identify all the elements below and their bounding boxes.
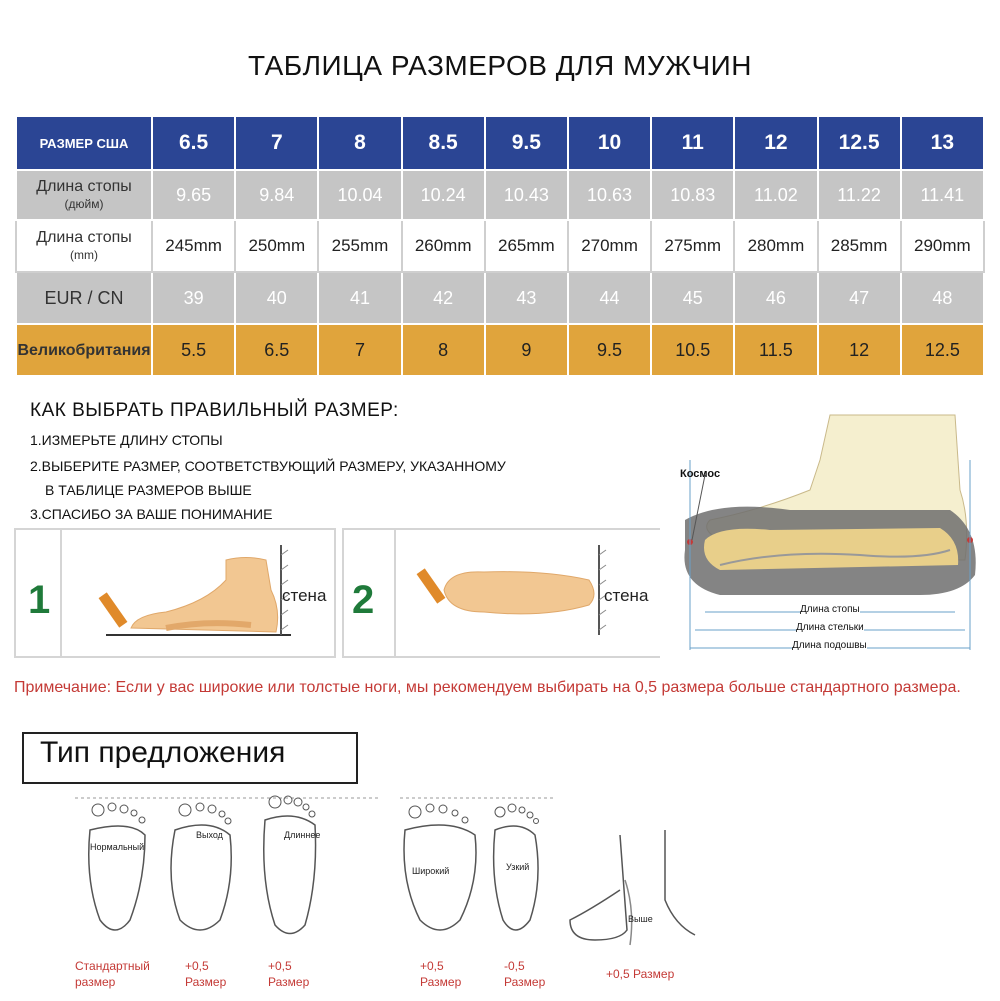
eur-cell: 48 (901, 272, 984, 324)
mm-cell: 260mm (402, 220, 485, 272)
page-title: ТАБЛИЦА РАЗМЕРОВ ДЛЯ МУЖЧИН (247, 50, 753, 81)
table-row-inch (16, 170, 984, 220)
foot-length-label: Длина стопы (800, 604, 860, 615)
eur-cell: 43 (485, 272, 568, 324)
sole-length-label: Длина подошвы (792, 640, 867, 651)
rec-narrow-line2: Размер (504, 975, 546, 989)
wall-label-2: стена (604, 586, 649, 605)
foot-shape (444, 572, 594, 614)
measure-panel-1 (14, 528, 336, 658)
us-size-cell: 12.5 (818, 116, 901, 170)
mm-cell: 245mm (152, 220, 235, 272)
foot-wide-outline (404, 825, 476, 930)
uk-cell: 9 (485, 324, 568, 376)
foot-narrow-label: Узкий (506, 862, 530, 872)
inch-label-line2: (дюйм) (64, 196, 104, 211)
foot-normal-label: Нормальный (90, 842, 145, 852)
uk-cell: 7 (318, 324, 401, 376)
uk-cell: 6.5 (235, 324, 318, 376)
table-row-eur (16, 272, 984, 324)
eur-cell: 44 (568, 272, 651, 324)
foot-longer-label: Длиннее (284, 830, 321, 840)
inch-cell: 11.41 (901, 170, 984, 220)
inch-cell: 10.83 (651, 170, 734, 220)
mm-cell: 270mm (568, 220, 651, 272)
uk-cell: 12 (818, 324, 901, 376)
inch-cell: 11.22 (818, 170, 901, 220)
size-chart-table (15, 115, 985, 377)
foot-high-leg (665, 830, 695, 935)
inch-cell: 10.04 (318, 170, 401, 220)
mm-cell: 290mm (901, 220, 984, 272)
foot-high-label: Выше (628, 914, 653, 924)
eur-cell: 39 (152, 272, 235, 324)
mm-label-line2: (mm) (70, 247, 98, 262)
note-text: Примечание: Если у вас широкие или толстые ноги, мы рекомендуем выбирать на 0,5 размера больше стандартного размера. (14, 679, 961, 696)
inch-row-label (16, 170, 152, 220)
divider (394, 530, 396, 656)
eur-cell: 41 (318, 272, 401, 324)
eur-cell: 47 (818, 272, 901, 324)
divider (60, 530, 62, 656)
us-size-cell: 9.5 (485, 116, 568, 170)
uk-cell: 9.5 (568, 324, 651, 376)
mm-cell: 275mm (651, 220, 734, 272)
insole (704, 528, 958, 570)
mm-cell: 280mm (734, 220, 817, 272)
inch-cell: 9.84 (235, 170, 318, 220)
wall-label-1: стена (282, 586, 327, 605)
us-size-cell: 11 (651, 116, 734, 170)
table-row-us (16, 116, 984, 170)
us-size-cell: 13 (901, 116, 984, 170)
step-2-cont: В ТАБЛИЦЕ РАЗМЕРОВ ВЫШЕ (45, 482, 252, 498)
us-size-header: РАЗМЕР США (16, 116, 152, 170)
rec-narrow (504, 958, 545, 990)
uk-cell: 8 (402, 324, 485, 376)
uk-cell: 5.5 (152, 324, 235, 376)
mm-cell: 255mm (318, 220, 401, 272)
uk-cell: 11.5 (734, 324, 817, 376)
foot-vyhod-outline (171, 825, 231, 930)
step-1: 1.ИЗМЕРЬТЕ ДЛИНУ СТОПЫ (30, 432, 223, 448)
us-size-cell: 8.5 (402, 116, 485, 170)
step-3: 3.СПАСИБО ЗА ВАШЕ ПОНИМАНИЕ (30, 506, 273, 522)
uk-row-label: Великобритания (16, 324, 152, 376)
rec-wide-line2: Размер (420, 975, 462, 989)
rec-standard (75, 958, 150, 990)
inch-cell: 10.43 (485, 170, 568, 220)
mm-cell: 285mm (818, 220, 901, 272)
rec-vyhod-line2: Размер (185, 975, 227, 989)
eur-row-label: EUR / CN (16, 272, 152, 324)
inch-cell: 10.24 (402, 170, 485, 220)
rec-longer-line2: Размер (268, 975, 310, 989)
step-2: 2.ВЫБЕРИТЕ РАЗМЕР, СООТВЕТСТВУЮЩИЙ РАЗМЕРУ, УКАЗАННОМУ (30, 458, 506, 474)
foot-high-outline (570, 835, 627, 940)
shoe-illustration (660, 400, 990, 660)
rec-longer (268, 958, 309, 990)
pencil-icon (417, 568, 446, 603)
mm-row-label (16, 220, 152, 272)
rec-wide-line1: +0,5 (420, 959, 444, 973)
foot-narrow-outline (494, 826, 538, 930)
us-size-cell: 6.5 (152, 116, 235, 170)
table-row-mm (16, 220, 984, 272)
insole-length-label: Длина стельки (796, 622, 864, 633)
table-row-uk (16, 324, 984, 376)
rec-narrow-line1: -0,5 (504, 959, 525, 973)
rec-vyhod-line1: +0,5 (185, 959, 209, 973)
how-to-title: КАК ВЫБРАТЬ ПРАВИЛЬНЫЙ РАЗМЕР: (30, 400, 399, 421)
measure-panel-2 (342, 528, 662, 658)
inch-label-line1: Длина стопы (36, 177, 132, 195)
rec-vyhod (185, 958, 226, 990)
inch-cell: 9.65 (152, 170, 235, 220)
inch-cell: 10.63 (568, 170, 651, 220)
rec-standard-line1: Стандартный (75, 959, 150, 973)
mm-label-line1: Длина стопы (36, 228, 132, 246)
step-number-2: 2 (352, 578, 375, 622)
uk-cell: 10.5 (651, 324, 734, 376)
inch-cell: 11.02 (734, 170, 817, 220)
uk-cell: 12.5 (901, 324, 984, 376)
step-number-1: 1 (28, 578, 51, 622)
mm-cell: 250mm (235, 220, 318, 272)
rec-longer-line1: +0,5 (268, 959, 292, 973)
us-size-cell: 7 (235, 116, 318, 170)
rec-standard-line2: размер (75, 975, 116, 989)
us-size-cell: 8 (318, 116, 401, 170)
rec-higher: +0,5 Размер (606, 967, 675, 981)
kosmos-label: Космос (680, 468, 721, 480)
eur-cell: 46 (734, 272, 817, 324)
foot-vyhod-label: Выход (196, 830, 223, 840)
rec-wide (420, 958, 461, 990)
mm-cell: 265mm (485, 220, 568, 272)
foot-types-left (60, 790, 390, 950)
eur-cell: 40 (235, 272, 318, 324)
us-size-cell: 12 (734, 116, 817, 170)
eur-cell: 42 (402, 272, 485, 324)
proposal-title: Тип предложения (40, 736, 286, 769)
pencil-icon (99, 592, 128, 627)
shoe-diagram (660, 400, 990, 660)
foot-wide-label: Широкий (412, 866, 450, 876)
us-size-cell: 10 (568, 116, 651, 170)
eur-cell: 45 (651, 272, 734, 324)
